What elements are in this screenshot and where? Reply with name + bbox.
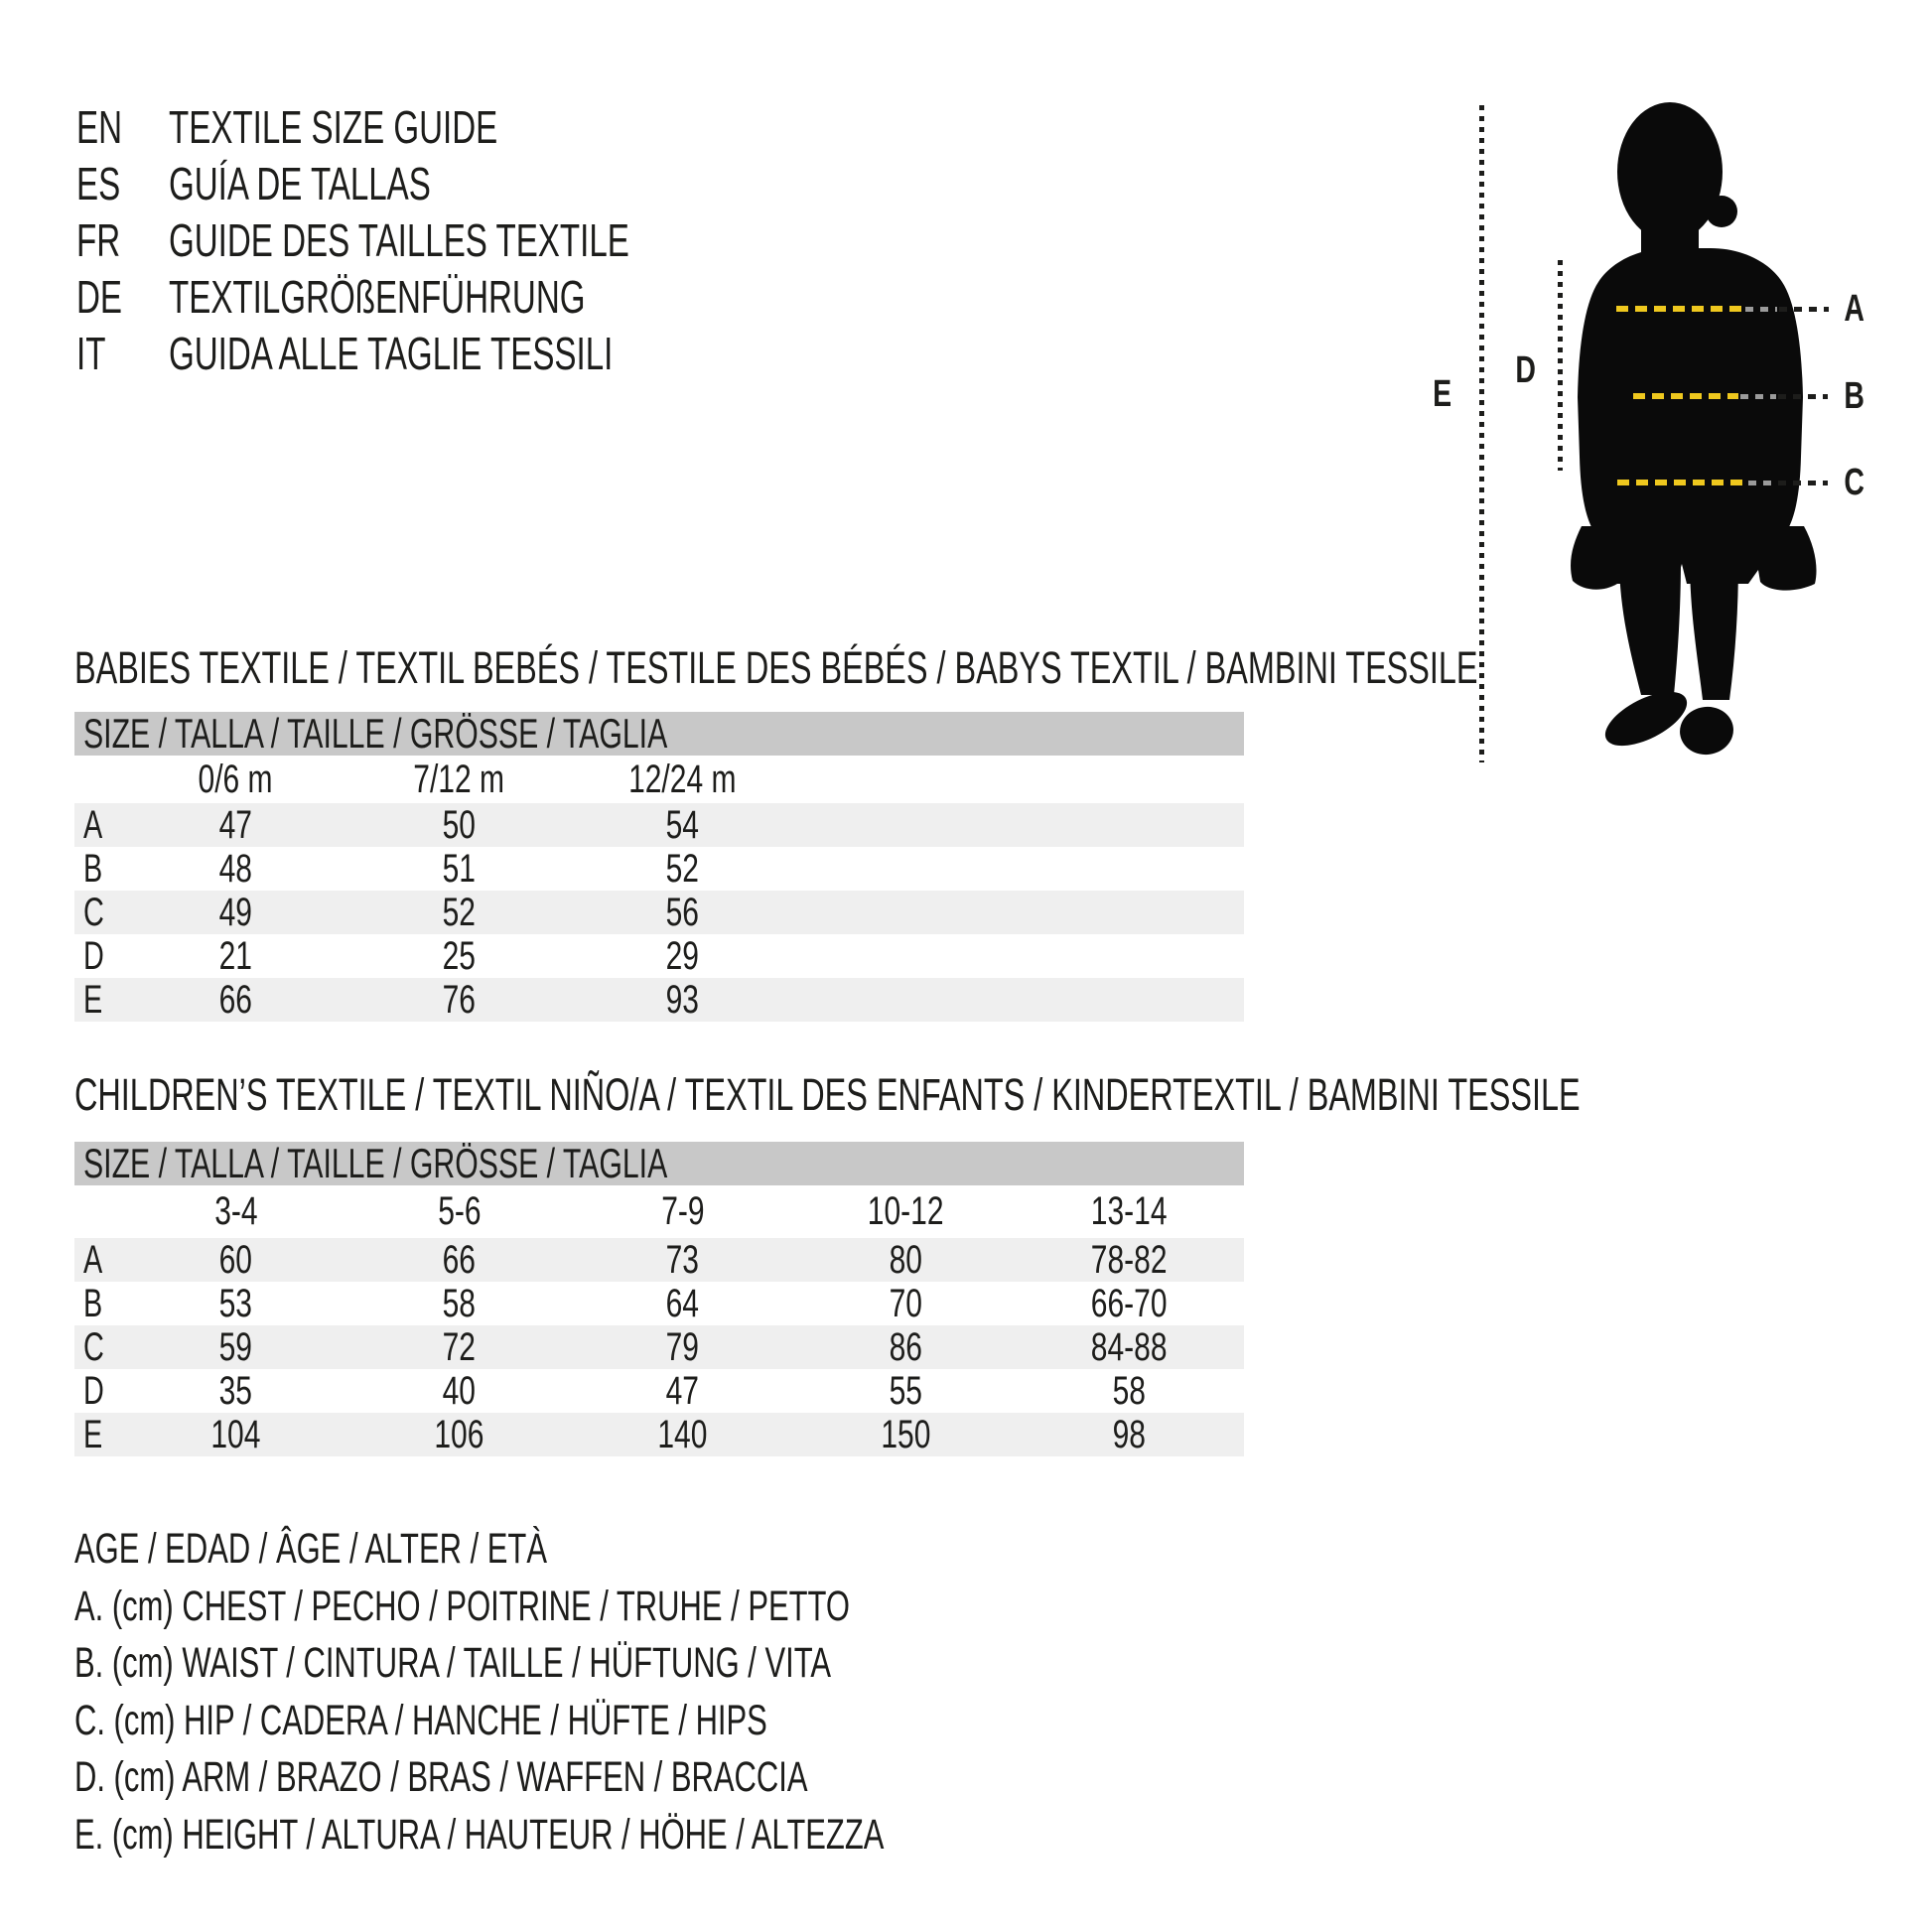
cell-value: 52 [665, 847, 700, 891]
cell-value: 98 [1112, 1413, 1147, 1456]
cell-value: 70 [889, 1282, 923, 1325]
cell-value: 93 [665, 978, 700, 1022]
cell-value: 54 [665, 803, 700, 847]
legend-line-chest [74, 1579, 1199, 1636]
height-measure-line-E [1479, 105, 1484, 762]
lang-title-it: GUIDA ALLE TAGLIE TESSILI [169, 327, 614, 379]
marker-E-text: E [1433, 372, 1452, 415]
children-column-header-row [74, 1185, 1244, 1238]
child-silhouette [1554, 97, 1842, 792]
cell-value: 56 [665, 891, 700, 934]
marker-label-D [1506, 350, 1546, 390]
value-cell [1018, 1369, 1241, 1414]
chest-dash-extension-gray-A [1745, 307, 1777, 312]
value-cell [347, 891, 571, 935]
cell-value: 140 [657, 1413, 708, 1456]
chest-measure-dash-A [1616, 306, 1743, 312]
row-label-text: C [83, 1325, 104, 1369]
cell-value: 40 [442, 1369, 477, 1413]
row-label-cell [74, 803, 124, 848]
lang-row-es [76, 155, 808, 211]
lang-code-en: EN [76, 100, 123, 153]
babies-col-header-1 [347, 758, 571, 802]
marker-B-text: B [1844, 374, 1865, 417]
row-label-cell [74, 891, 124, 935]
babies-col-header-2 [571, 758, 794, 802]
value-cell [571, 1282, 794, 1326]
lang-code-it: IT [76, 327, 106, 379]
hip-measure-dash-C [1617, 480, 1746, 485]
value-cell [347, 1413, 571, 1457]
row-label-cell [74, 1238, 124, 1283]
children-col-header-0 [124, 1189, 347, 1234]
measurement-legend [74, 1521, 1199, 1863]
legend-line-arm [74, 1749, 1199, 1807]
row-label-text: D [83, 1369, 104, 1413]
value-cell [347, 847, 571, 892]
marker-C-text: C [1844, 461, 1865, 503]
cell-value: 25 [442, 934, 477, 978]
chest-dash-extension-black-A [1779, 307, 1829, 312]
value-cell [571, 847, 794, 892]
value-cell [124, 803, 347, 848]
value-cell [124, 1282, 347, 1326]
value-cell [794, 1238, 1018, 1283]
value-cell [124, 847, 347, 892]
marker-label-E [1423, 374, 1462, 414]
cell-value: 84-88 [1091, 1325, 1168, 1369]
table-row [74, 1238, 1244, 1282]
babies-col-header-0 [124, 758, 347, 802]
waist-measure-dash-B [1633, 393, 1738, 399]
children-section-title-text: CHILDREN’S TEXTILE / TEXTIL NIÑO/A / TEXTIL DES ENFANTS / KINDERTEXTIL / BAMBINI TESSILE [74, 1069, 1581, 1120]
children-col-header-3 [794, 1189, 1018, 1234]
legend-text: AGE / EDAD / ÂGE / ALTER / ETÀ [74, 1525, 547, 1574]
cell-value: 48 [218, 847, 253, 891]
cell-value: 52 [442, 891, 477, 934]
marker-label-B [1835, 376, 1874, 416]
row-label-cell [74, 1413, 124, 1457]
row-label-text: B [83, 847, 103, 891]
col-header-text: 0/6 m [198, 757, 274, 801]
cell-value: 47 [665, 1369, 700, 1413]
value-cell [794, 1325, 1018, 1370]
row-label-cell [74, 978, 124, 1023]
hip-dash-extension-black-C [1778, 481, 1828, 485]
value-cell [1018, 1282, 1241, 1326]
children-section-title [74, 1069, 1932, 1120]
hip-dash-extension-gray-C [1748, 481, 1776, 485]
col-header-text: 5-6 [437, 1189, 482, 1233]
value-cell [1018, 1238, 1241, 1283]
lang-row-de [76, 268, 808, 325]
table-row [74, 1413, 1244, 1456]
row-label-text: A [83, 803, 103, 847]
legend-line-age [74, 1521, 1199, 1579]
lang-title-en: TEXTILE SIZE GUIDE [169, 100, 498, 153]
cell-value: 78-82 [1091, 1238, 1168, 1282]
value-cell [571, 1325, 794, 1370]
table-row [74, 803, 1244, 847]
value-cell [347, 1369, 571, 1414]
value-cell [571, 803, 794, 848]
language-title-list [76, 98, 808, 381]
col-header-text: 3-4 [213, 1189, 258, 1233]
marker-label-A [1835, 289, 1874, 329]
cell-value: 66 [442, 1238, 477, 1282]
cell-value: 60 [218, 1238, 253, 1282]
cell-value: 73 [665, 1238, 700, 1282]
legend-line-height [74, 1807, 1199, 1864]
cell-value: 58 [442, 1282, 477, 1325]
table-row [74, 1369, 1244, 1413]
value-cell [794, 1282, 1018, 1326]
row-label-text: E [83, 1413, 103, 1456]
marker-label-C [1835, 463, 1874, 502]
cell-value: 79 [665, 1325, 700, 1369]
value-cell [347, 1282, 571, 1326]
legend-line-waist [74, 1635, 1199, 1693]
legend-text: B. (cm) WAIST / CINTURA / TAILLE / HÜFTUNG / VITA [74, 1639, 832, 1688]
marker-A-text: A [1844, 287, 1865, 330]
value-cell [1018, 1413, 1241, 1457]
legend-text: A. (cm) CHEST / PECHO / POITRINE / TRUHE / PETTO [74, 1582, 850, 1630]
cell-value: 47 [218, 803, 253, 847]
value-cell [347, 1325, 571, 1370]
cell-value: 106 [434, 1413, 484, 1456]
value-cell [124, 891, 347, 935]
value-cell [124, 1369, 347, 1414]
lang-code-es: ES [76, 157, 121, 209]
legend-line-hip [74, 1693, 1199, 1750]
cell-value: 86 [889, 1325, 923, 1369]
waist-dash-extension-gray-B [1740, 394, 1776, 399]
value-cell [347, 978, 571, 1023]
cell-value: 51 [442, 847, 477, 891]
value-cell [124, 1238, 347, 1283]
legend-text: D. (cm) ARM / BRAZO / BRAS / WAFFEN / BRACCIA [74, 1753, 808, 1802]
value-cell [571, 978, 794, 1023]
value-cell [124, 1413, 347, 1457]
table-row [74, 891, 1244, 934]
cell-value: 72 [442, 1325, 477, 1369]
lang-code-fr: FR [76, 213, 121, 266]
babies-size-header-text: SIZE / TALLA / TAILLE / GRÖSSE / TAGLIA [83, 710, 668, 757]
lang-row-en [76, 98, 808, 155]
cell-value: 76 [442, 978, 477, 1022]
value-cell [794, 1369, 1018, 1414]
lang-title-es: GUÍA DE TALLAS [169, 157, 431, 209]
cell-value: 80 [889, 1238, 923, 1282]
value-cell [124, 1325, 347, 1370]
lang-row-it [76, 325, 808, 381]
babies-section-title-text: BABIES TEXTILE / TEXTIL BEBÉS / TESTILE DES BÉBÉS / BABYS TEXTIL / BAMBINI TESSILE [74, 642, 1478, 693]
value-cell [571, 1369, 794, 1414]
value-cell [124, 934, 347, 979]
cell-value: 64 [665, 1282, 700, 1325]
value-cell [347, 934, 571, 979]
cell-value: 150 [881, 1413, 931, 1456]
lang-code-de: DE [76, 270, 123, 323]
row-label-text: A [83, 1238, 103, 1282]
waist-dash-extension-black-B [1778, 394, 1828, 399]
lang-title-fr: GUIDE DES TAILLES TEXTILE [169, 213, 629, 266]
col-header-text: 12/24 m [628, 757, 737, 801]
value-cell [1018, 1325, 1241, 1370]
cell-value: 66-70 [1091, 1282, 1168, 1325]
row-label-text: B [83, 1282, 103, 1325]
children-col-header-2 [571, 1189, 794, 1234]
col-header-text: 10-12 [868, 1189, 944, 1233]
babies-table-header-bar [74, 712, 1244, 756]
value-cell [794, 1413, 1018, 1457]
babies-column-header-row [74, 756, 1244, 803]
lang-title-de: TEXTILGRÖßENFÜHRUNG [169, 270, 586, 323]
col-header-text: 13-14 [1091, 1189, 1168, 1233]
row-label-cell [74, 847, 124, 892]
cell-value: 66 [218, 978, 253, 1022]
legend-text: C. (cm) HIP / CADERA / HANCHE / HÜFTE / HIPS [74, 1696, 767, 1744]
col-header-text: 7-9 [660, 1189, 705, 1233]
cell-value: 29 [665, 934, 700, 978]
value-cell [347, 803, 571, 848]
cell-value: 50 [442, 803, 477, 847]
table-row [74, 1325, 1244, 1369]
legend-text: E. (cm) HEIGHT / ALTURA / HAUTEUR / HÖHE / ALTEZZA [74, 1810, 885, 1859]
cell-value: 21 [218, 934, 253, 978]
value-cell [124, 978, 347, 1023]
row-label-cell [74, 934, 124, 979]
children-col-header-1 [347, 1189, 571, 1234]
table-row [74, 1282, 1244, 1325]
cell-value: 59 [218, 1325, 253, 1369]
cell-value: 49 [218, 891, 253, 934]
children-table-header-bar [74, 1142, 1244, 1185]
table-row [74, 934, 1244, 978]
row-label-cell [74, 1369, 124, 1414]
marker-D-text: D [1515, 348, 1537, 391]
table-row [74, 847, 1244, 891]
table-row [74, 978, 1244, 1022]
children-size-header-text: SIZE / TALLA / TAILLE / GRÖSSE / TAGLIA [83, 1140, 668, 1186]
col-header-text: 7/12 m [413, 757, 505, 801]
value-cell [571, 1238, 794, 1283]
row-label-text: D [83, 934, 104, 978]
cell-value: 58 [1112, 1369, 1147, 1413]
cell-value: 35 [218, 1369, 253, 1413]
lang-row-fr [76, 211, 808, 268]
row-label-cell [74, 1325, 124, 1370]
value-cell [571, 1413, 794, 1457]
babies-size-table [74, 712, 1244, 1022]
cell-value: 53 [218, 1282, 253, 1325]
cell-value: 104 [210, 1413, 261, 1456]
value-cell [571, 891, 794, 935]
value-cell [571, 934, 794, 979]
row-label-text: E [83, 978, 103, 1022]
cell-value: 55 [889, 1369, 923, 1413]
children-col-header-4 [1018, 1189, 1241, 1234]
row-label-cell [74, 1282, 124, 1326]
row-label-text: C [83, 891, 104, 934]
arm-measure-line-D [1558, 260, 1563, 471]
value-cell [347, 1238, 571, 1283]
children-size-table [74, 1142, 1244, 1456]
